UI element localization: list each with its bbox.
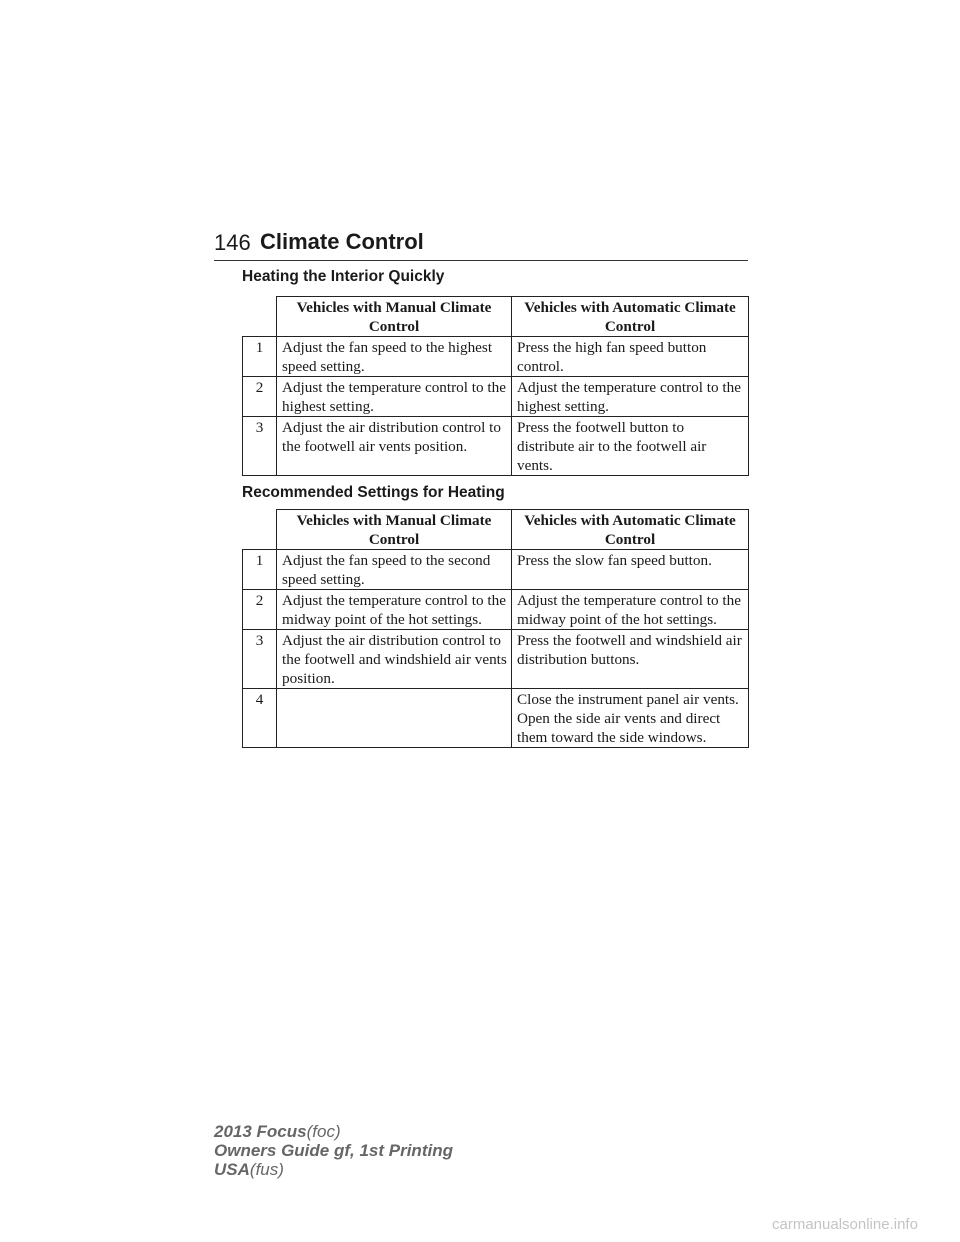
automatic-cell: Close the instrument panel air vents. Open the side air vents and direct them toward the side windows. bbox=[512, 689, 749, 748]
footer-model-code: (foc) bbox=[306, 1122, 341, 1141]
footer-line-model bbox=[214, 1122, 453, 1141]
table-header-row bbox=[243, 510, 749, 550]
table-row bbox=[243, 590, 749, 630]
automatic-cell: Adjust the temperature control to the highest setting. bbox=[512, 377, 749, 417]
table-row bbox=[243, 337, 749, 377]
column-header-manual: Vehicles with Manual Climate Control bbox=[277, 297, 512, 337]
automatic-cell: Press the slow fan speed button. bbox=[512, 550, 749, 590]
footer-model: 2013 Focus bbox=[214, 1122, 307, 1141]
automatic-cell: Press the footwell button to distribute air to the footwell air vents. bbox=[512, 417, 749, 476]
automatic-cell: Adjust the temperature control to the midway point of the hot settings. bbox=[512, 590, 749, 630]
manual-cell: Adjust the fan speed to the highest speed setting. bbox=[277, 337, 512, 377]
manual-cell: Adjust the air distribution control to the footwell air vents position. bbox=[277, 417, 512, 476]
step-number: 1 bbox=[243, 337, 277, 377]
watermark-text: carmanualsonline.info bbox=[772, 1216, 918, 1233]
step-number: 2 bbox=[243, 590, 277, 630]
step-number: 3 bbox=[243, 630, 277, 689]
table-row bbox=[243, 689, 749, 748]
chapter-title: Climate Control bbox=[260, 229, 424, 254]
column-header-manual: Vehicles with Manual Climate Control bbox=[277, 510, 512, 550]
manual-cell bbox=[277, 689, 512, 748]
manual-cell: Adjust the air distribution control to the footwell and windshield air vents position. bbox=[277, 630, 512, 689]
table-row bbox=[243, 550, 749, 590]
footer-market: USA bbox=[214, 1160, 250, 1179]
automatic-cell: Press the high fan speed button control. bbox=[512, 337, 749, 377]
footer-market-code: (fus) bbox=[249, 1160, 284, 1179]
step-number: 4 bbox=[243, 689, 277, 748]
column-header-automatic: Vehicles with Automatic Climate Control bbox=[512, 297, 749, 337]
recommended-settings-table bbox=[242, 509, 749, 748]
table-row bbox=[243, 377, 749, 417]
step-number: 3 bbox=[243, 417, 277, 476]
footer-printing: Owners Guide gf, 1st Printing bbox=[214, 1141, 453, 1160]
manual-cell: Adjust the temperature control to the highest setting. bbox=[277, 377, 512, 417]
footer-line-market bbox=[214, 1160, 453, 1179]
step-number: 1 bbox=[243, 550, 277, 590]
column-header-automatic: Vehicles with Automatic Climate Control bbox=[512, 510, 749, 550]
page-header bbox=[214, 228, 748, 261]
section-heading-recommended-settings: Recommended Settings for Heating bbox=[242, 484, 505, 501]
heating-quickly-table bbox=[242, 296, 749, 476]
manual-cell: Adjust the temperature control to the midway point of the hot settings. bbox=[277, 590, 512, 630]
column-header-step bbox=[243, 297, 277, 337]
section-heading-heating-quickly: Heating the Interior Quickly bbox=[242, 268, 445, 285]
step-number: 2 bbox=[243, 377, 277, 417]
print-footer bbox=[214, 1122, 453, 1179]
automatic-cell: Press the footwell and windshield air distribution buttons. bbox=[512, 630, 749, 689]
table-header-row bbox=[243, 297, 749, 337]
manual-cell: Adjust the fan speed to the second speed setting. bbox=[277, 550, 512, 590]
column-header-step bbox=[243, 510, 277, 550]
page-number: 146 bbox=[214, 230, 251, 255]
table-row bbox=[243, 417, 749, 476]
table-row bbox=[243, 630, 749, 689]
